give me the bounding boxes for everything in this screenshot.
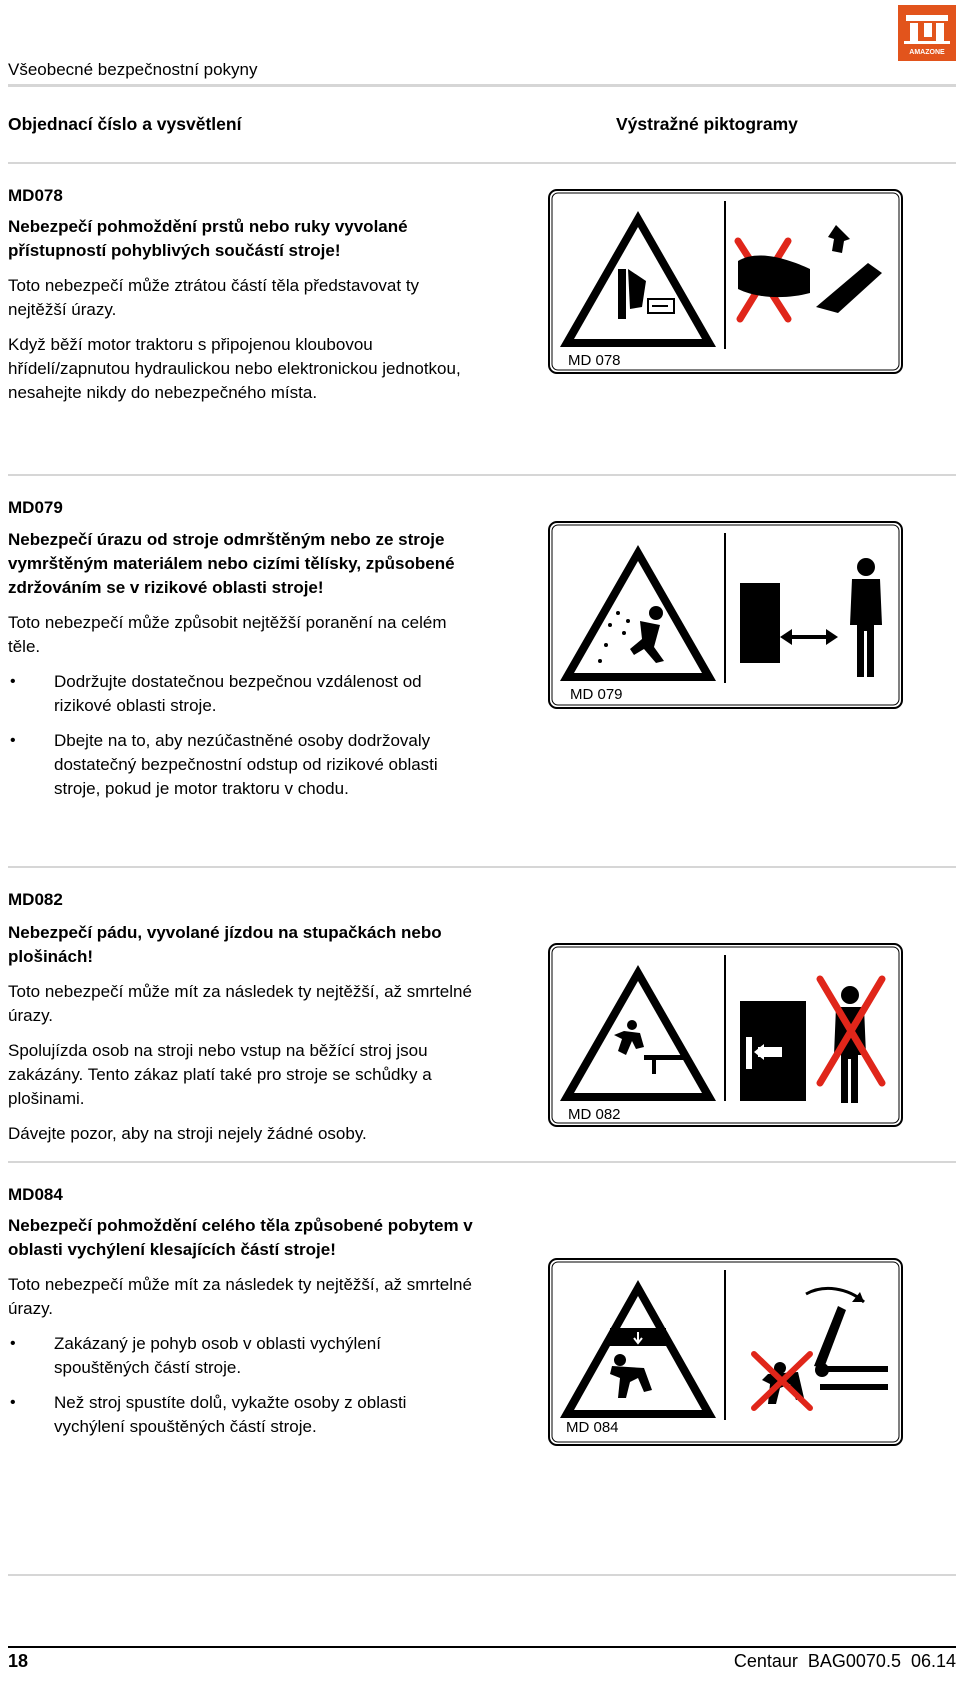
section-title: Všeobecné bezpečnostní pokyny [8, 60, 258, 79]
divider [8, 1161, 956, 1163]
divider [8, 1574, 956, 1576]
pictogram-label: MD 082 [568, 1106, 621, 1123]
item-code: MD084 [8, 1185, 63, 1204]
pictogram-md082 [548, 943, 903, 1127]
divider [8, 162, 956, 164]
item-title: Nebezpečí pohmoždění prstů nebo ruky vyvolané přístupností pohyblivých součástí stroje! [8, 217, 408, 260]
document-reference: Centaur BAG0070.5 06.14 [733, 1651, 956, 1671]
item-paragraph: Toto nebezpečí může ztrátou částí těla představovat ty nejtěžší úrazy. [8, 276, 420, 319]
item-text [8, 215, 478, 416]
item-paragraph: Když běží motor traktoru s připojenou kloubovou hřídelí/zapnutou hydraulickou nebo elektronickou jednotkou, nesahejte nikdy do nebezpečného místa. [8, 335, 461, 402]
list-item: • Zakázaný je pohyb osob v oblasti vychýlení spouštěných částí stroje. [8, 1332, 478, 1380]
item-code: MD079 [8, 498, 63, 517]
pictogram-label: MD 079 [570, 686, 623, 703]
column-heading-right: Výstražné piktogramy [616, 114, 798, 134]
pictogram-md084 [548, 1258, 903, 1446]
divider [8, 866, 956, 868]
item-text [8, 921, 478, 1157]
item-title: Nebezpečí úrazu od stroje odmrštěným nebo ze stroje vymrštěným materiálem nebo cizími tělísky, způsobené zdržováním se v rizikové oblasti stroje! [8, 530, 455, 597]
item-paragraph: Dávejte pozor, aby na stroji nejely žádné osoby. [8, 1124, 367, 1143]
divider [8, 474, 956, 476]
item-text [8, 1214, 478, 1450]
item-code: MD078 [8, 186, 63, 205]
pictogram-label: MD 078 [568, 352, 621, 369]
item-text [8, 528, 478, 812]
column-heading-left: Objednací číslo a vysvětlení [8, 114, 242, 134]
footer-divider [8, 1646, 956, 1648]
item-code: MD082 [8, 890, 63, 909]
item-paragraph: Toto nebezpečí může mít za následek ty nejtěžší, až smrtelné úrazy. [8, 982, 472, 1025]
list-item: • Než stroj spustíte dolů, vykažte osoby z oblasti vychýlení spouštěných částí stroje. [8, 1391, 478, 1439]
amazone-logo [898, 5, 956, 61]
logo-text: AMAZONE [909, 49, 945, 56]
item-title: Nebezpečí pádu, vyvolané jízdou na stupačkách nebo plošinách! [8, 923, 442, 966]
pictogram-label: MD 084 [566, 1419, 619, 1436]
pictogram-md079 [548, 521, 903, 709]
item-title: Nebezpečí pohmoždění celého těla způsobené pobytem v oblasti vychýlení klesajících částí stroje! [8, 1216, 473, 1259]
divider [8, 84, 956, 87]
bullet-list [8, 1332, 478, 1439]
bullet-list [8, 670, 478, 801]
page-number: 18 [8, 1651, 29, 1671]
list-item: • Dodržujte dostatečnou bezpečnou vzdálenost od rizikové oblasti stroje. [8, 670, 478, 718]
pictogram-md078 [548, 189, 903, 374]
item-paragraph: Toto nebezpečí může mít za následek ty nejtěžší, až smrtelné úrazy. [8, 1275, 472, 1318]
item-paragraph: Spolujízda osob na stroji nebo vstup na běžící stroj jsou zakázány. Tento zákaz platí také pro stroje se schůdky a plošinami. [8, 1041, 432, 1108]
list-item: • Dbejte na to, aby nezúčastněné osoby dodržovaly dostatečný bezpečnostní odstup od rizikové oblasti stroje, pokud je motor traktoru v chodu. [8, 729, 478, 801]
item-paragraph: Toto nebezpečí může způsobit nejtěžší poranění na celém těle. [8, 613, 447, 656]
